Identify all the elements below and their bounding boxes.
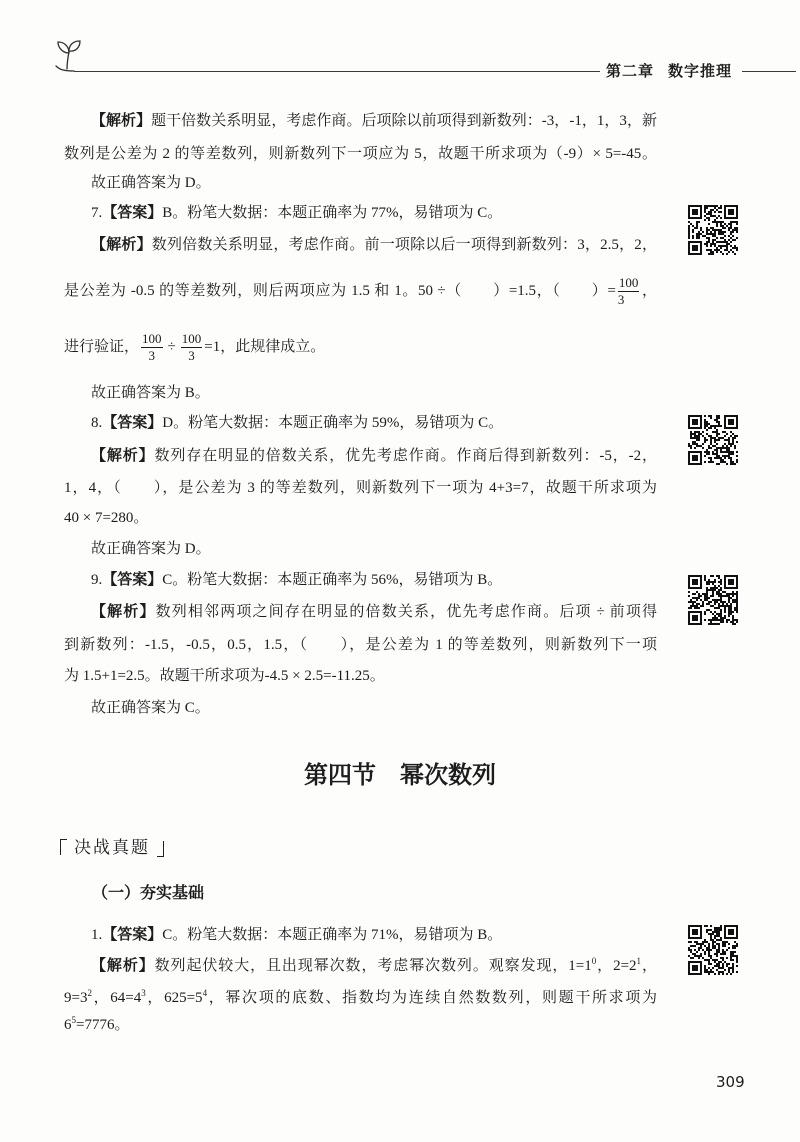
analysis-line [64,143,657,165]
answer-line [91,202,502,224]
section-title [0,760,800,790]
analysis-text: 9=3 [64,990,88,1006]
analysis-line [64,634,657,656]
exponent: 4 [202,988,208,998]
analysis-text: 是公差为 -0.5 的等差数列，则后两项应为 1.5 和 1。50 ÷（ ）=1.5，（ ）= [64,282,616,299]
answer-tag: 【答案】 [102,415,163,431]
qr-code [688,925,738,975]
analysis-text: 数列倍数关系明显，考虑作商。前一项除以后一项得到新数列：3，2.5，2， [151,237,657,253]
answer-line [91,412,503,434]
analysis-text: 数列是公差为 2 的等差数列，则新数列下一项应为 5，故题干所求项为（-9）× 5=-45。 [64,146,657,162]
qr-code-modules [688,415,738,465]
analysis-text: =7776。 [76,1017,130,1033]
conclusion-line: 故正确答案为 D。 [91,541,211,557]
analysis-line [91,234,657,256]
analysis-line [64,331,325,364]
qr-code-modules [688,205,738,255]
division-sign: ÷ [167,338,176,355]
exponent: 5 [71,1015,76,1025]
analysis-text: ， [641,958,657,974]
fraction [618,275,640,308]
answer-tag: 【答案】 [102,927,163,943]
analysis-text: ，2=2 [596,958,637,974]
analysis-line [91,955,657,977]
answer-tag: 【答案】 [102,572,163,588]
analysis-text: 进行验证， [64,338,140,355]
analysis-tag: 【解析】 [91,604,156,620]
exponent: 1 [636,956,642,966]
analysis-text: 6 [64,1017,72,1033]
fraction-numerator: 100 [181,331,202,346]
analysis-text: ，幂次项的底数、指数均为连续自然数数列，则题干所求项为 [207,990,657,1006]
question-number: 8. [91,415,103,431]
header-rule [74,71,600,72]
qr-code [688,415,738,465]
exponent: 2 [87,988,92,998]
analysis-tag: 【解析】 [91,958,155,974]
analysis-text: ，625=5 [145,990,203,1006]
question-number: 9. [91,572,103,588]
answer-line [91,569,502,591]
fraction-numerator: 100 [618,275,639,290]
leaf-icon [52,38,86,72]
analysis-text: 数列起伏较大，且出现幂次数，考虑幂次数列。观察发现，1=1 [154,958,592,974]
analysis-line [64,477,657,499]
analysis-tag: 【解析】 [91,237,152,253]
chapter-number: 第二章 [606,62,655,80]
question-number: 1. [91,927,103,943]
exponent: 3 [141,988,146,998]
analysis-text: 数列相邻两项之间存在明显的倍数关系，优先考虑作商。后项 ÷ 前项得 [155,604,657,620]
answer-tag: 【答案】 [102,205,163,221]
analysis-text: =1，此规律成立。 [204,338,326,355]
analysis-text: 题干倍数关系明显，考虑作商。后项除以前项得到新数列：-3，-1，1，3，新 [151,113,657,129]
analysis-text: ， [641,282,657,299]
answer-text: B。粉笔大数据：本题正确率为 77%，易错项为 C。 [162,205,503,221]
analysis-tag: 【解析】 [91,448,155,464]
subsection-heading: 决战真题 [60,836,164,860]
analysis-line: 40 × 7=280。 [64,510,149,526]
analysis-line [91,601,657,623]
qr-code-modules [688,925,738,975]
analysis-line: 为 1.5+1=2.5。故题干所求项为-4.5 × 2.5=-11.25。 [64,668,385,684]
analysis-text: ，64=4 [91,990,142,1006]
analysis-tag: 【解析】 [91,113,152,129]
analysis-text: 到新数列：-1.5，-0.5，0.5，1.5，（ ），是公差为 1 的等差数列，则新数列下一项 [64,637,657,653]
chapter-heading [606,61,732,81]
conclusion-line: 故正确答案为 D。 [91,175,211,191]
conclusion-line: 故正确答案为 C。 [91,700,210,716]
conclusion-line: 故正确答案为 B。 [91,385,210,401]
fraction-denominator: 3 [188,348,195,363]
fraction [141,331,163,364]
section-number: 第四节 [304,761,376,789]
question-number: 7. [91,205,103,221]
fraction-numerator: 100 [142,331,162,346]
analysis-line [64,275,657,308]
analysis-line [91,445,657,467]
fraction [181,331,203,364]
header-rule-end [742,71,796,72]
subsubsection-heading: （一）夯实基础 [92,883,205,902]
exponent: 0 [591,956,597,966]
analysis-text: 1，4，（ ），是公差为 3 的等差数列，则新数列下一项为 4+3=7，故题干所求项为 [64,480,657,496]
qr-code-modules [688,575,738,625]
analysis-line [64,1014,129,1036]
answer-text: C。粉笔大数据：本题正确率为 71%，易错项为 B。 [162,927,503,943]
answer-line [91,924,502,946]
qr-code [688,575,738,625]
answer-text: D。粉笔大数据：本题正确率为 59%，易错项为 C。 [162,415,504,431]
analysis-line [91,110,657,132]
qr-code [688,205,738,255]
chapter-title: 数字推理 [668,62,733,80]
analysis-text: 数列存在明显的倍数关系，优先考虑作商。作商后得到新数列：-5，-2， [154,448,657,464]
fraction-denominator: 3 [617,292,625,307]
answer-text: C。粉笔大数据：本题正确率为 56%，易错项为 B。 [162,572,503,588]
section-name: 幂次数列 [400,761,496,789]
analysis-line [64,987,657,1009]
fraction-denominator: 3 [148,348,156,363]
page-number: 309 [716,1073,745,1091]
